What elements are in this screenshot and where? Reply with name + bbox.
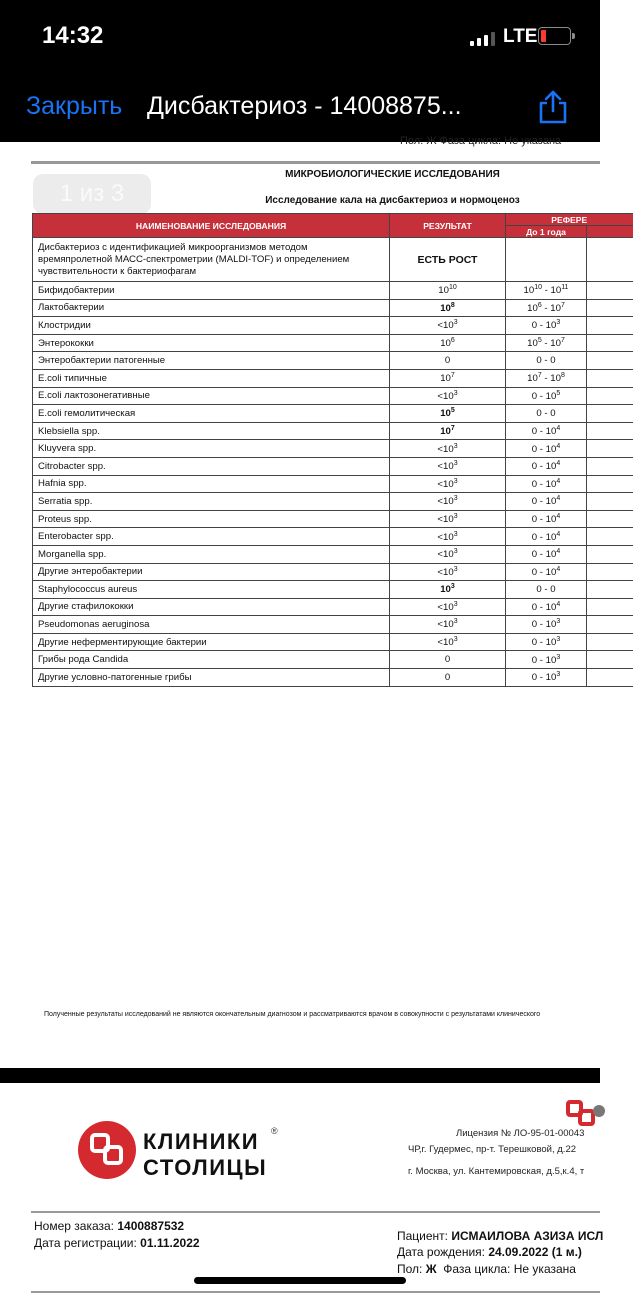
row-result: $10^7$	[390, 369, 506, 387]
page-gap	[0, 1068, 600, 1083]
row-reference: $0 - 10^3$	[506, 616, 587, 634]
birth-date: Дата рождения: 24.09.2022 (1 м.)	[397, 1245, 582, 1259]
row-reference: $0 - 10^4$	[506, 422, 587, 440]
table-row	[33, 616, 633, 634]
page-indicator: 1 из 3	[33, 174, 151, 214]
row-reference: $0 - 10^4$	[506, 598, 587, 616]
logo-icon-small	[566, 1099, 600, 1127]
column-header-ref-extra	[587, 226, 633, 238]
row-reference: $0 - 10^4$	[506, 563, 587, 581]
table-row	[33, 422, 633, 440]
section-title: МИКРОБИОЛОГИЧЕСКИЕ ИССЛЕДОВАНИЯ	[285, 169, 500, 180]
row-name: Другие условно-патогенные грибы	[33, 669, 390, 687]
network-type: LTE	[503, 26, 538, 47]
home-indicator[interactable]	[194, 1277, 406, 1284]
order-number: Номер заказа: 1400887532	[34, 1219, 185, 1233]
clinic-logo-icon	[78, 1121, 136, 1179]
table-row	[33, 334, 633, 352]
row-result: $<10^3$	[390, 493, 506, 511]
row-result: $10^3$	[390, 581, 506, 599]
row-reference: $0 - 10^3$	[506, 317, 587, 335]
column-header-result: РЕЗУЛЬТАТ	[390, 214, 506, 238]
row-reference: $10^7 - 10^8$	[506, 369, 587, 387]
table-row	[33, 581, 633, 599]
row-name: Staphylococcus aureus	[33, 581, 390, 599]
row-result: ЕСТЬ РОСТ	[390, 238, 506, 282]
table-row	[33, 493, 633, 511]
column-header-ref-age: До 1 года	[506, 226, 587, 238]
row-result: $<10^3$	[390, 457, 506, 475]
row-name: Другие стафилококки	[33, 598, 390, 616]
table-row	[33, 475, 633, 493]
row-name: Morganella spp.	[33, 545, 390, 563]
divider	[31, 1291, 600, 1293]
row-name: Kluyvera spp.	[33, 440, 390, 458]
results-table	[32, 213, 633, 687]
row-reference: $0 - 10^4$	[506, 493, 587, 511]
row-result: $<10^3$	[390, 563, 506, 581]
row-name: E.coli типичные	[33, 369, 390, 387]
row-name: E.coli лактозонегативные	[33, 387, 390, 405]
nav-bar	[0, 72, 600, 142]
row-result: 0	[390, 352, 506, 370]
row-result: $10^5$	[390, 405, 506, 423]
table-row	[33, 440, 633, 458]
table-row	[33, 405, 633, 423]
row-reference: $0 - 10^4$	[506, 545, 587, 563]
row-name: Лактобактерии	[33, 299, 390, 317]
row-reference: $0 - 10^3$	[506, 633, 587, 651]
row-reference: $0 - 10^5$	[506, 387, 587, 405]
row-name: E.coli гемолитическая	[33, 405, 390, 423]
table-row	[33, 299, 633, 317]
brand-name-line2: СТОЛИЦЫ	[143, 1155, 268, 1180]
row-name: Enterobacter spp.	[33, 528, 390, 546]
table-row	[33, 510, 633, 528]
row-reference: $0 - 10^4$	[506, 475, 587, 493]
license-text: Лицензия № ЛО-95-01-00043	[456, 1128, 585, 1139]
table-row	[33, 545, 633, 563]
row-name: Proteus spp.	[33, 510, 390, 528]
row-result: $<10^3$	[390, 317, 506, 335]
row-result: $<10^3$	[390, 528, 506, 546]
row-result: $10^8$	[390, 299, 506, 317]
table-row	[33, 528, 633, 546]
row-name: Грибы рода Candida	[33, 651, 390, 669]
registered-mark: ®	[271, 1126, 278, 1136]
clock: 14:32	[42, 22, 104, 49]
document-title: Дисбактериоз - 14008875...	[147, 92, 462, 120]
document-page[interactable]	[0, 135, 600, 1068]
row-result: $10^6$	[390, 334, 506, 352]
row-reference: $0 - 10^3$	[506, 651, 587, 669]
disclaimer: Полученные результаты исследований не являются окончательным диагнозом и рассматриваются врачом в совокупности с результатами клинического	[44, 1011, 541, 1018]
table-row	[33, 457, 633, 475]
row-reference: $10^6 - 10^7$	[506, 299, 587, 317]
address-line-2: г. Москва, ул. Кантемировская, д.5,к.4, т	[408, 1166, 585, 1177]
row-result: 0	[390, 669, 506, 687]
row-reference: 0 - 0	[506, 352, 587, 370]
row-name: Pseudomonas aeruginosa	[33, 616, 390, 634]
row-result: 0	[390, 651, 506, 669]
row-result: $<10^3$	[390, 616, 506, 634]
row-reference: 0 - 0	[506, 581, 587, 599]
row-result: $<10^3$	[390, 475, 506, 493]
row-name: Hafnia spp.	[33, 475, 390, 493]
row-result: $<10^3$	[390, 633, 506, 651]
battery-icon	[538, 27, 571, 45]
table-row	[33, 563, 633, 581]
row-result: $<10^3$	[390, 510, 506, 528]
table-row	[33, 317, 633, 335]
table-row	[33, 651, 633, 669]
row-result: $<10^3$	[390, 545, 506, 563]
divider	[31, 161, 600, 164]
row-name: Энтеробактерии патогенные	[33, 352, 390, 370]
row-reference: $0 - 10^4$	[506, 510, 587, 528]
row-name: Дисбактериоз с идентификацией микроорганизмов методом времяпролетной МАСС-спектрометрии (MALDI-TOF) и определением чувствительности к бактериофагам	[33, 238, 390, 282]
row-name: Другие энтеробактерии	[33, 563, 390, 581]
row-result: $10^7$	[390, 422, 506, 440]
patient-sex-cycle: Пол: Ж Фаза цикла: Не указана	[397, 1262, 576, 1276]
row-result: $<10^3$	[390, 598, 506, 616]
row-reference: $0 - 10^4$	[506, 457, 587, 475]
row-name: Клостридии	[33, 317, 390, 335]
column-header-name: НАИМЕНОВАНИЕ ИССЛЕДОВАНИЯ	[33, 214, 390, 238]
table-row	[33, 369, 633, 387]
row-name: Klebsiella spp.	[33, 422, 390, 440]
table-row	[33, 387, 633, 405]
row-result: $10^{10}$	[390, 282, 506, 300]
share-icon[interactable]	[536, 89, 570, 125]
close-button[interactable]: Закрыть	[26, 92, 123, 120]
header-cut-line: Пол: Ж Фаза цикла: Не указана	[400, 135, 562, 147]
table-row	[33, 282, 633, 300]
registration-date: Дата регистрации: 01.11.2022	[34, 1236, 200, 1250]
row-name: Другие неферментирующие бактерии	[33, 633, 390, 651]
patient-name: Пациент: ИСМАИЛОВА АЗИЗА ИСЛ	[397, 1229, 604, 1243]
row-name: Бифидобактерии	[33, 282, 390, 300]
row-result: $<10^3$	[390, 440, 506, 458]
table-row	[33, 633, 633, 651]
row-name: Serratia spp.	[33, 493, 390, 511]
row-name: Citrobacter spp.	[33, 457, 390, 475]
row-reference: $10^{10} - 10^{11}$	[506, 282, 587, 300]
row-name: Энтерококки	[33, 334, 390, 352]
next-page-header	[0, 1083, 604, 1298]
row-reference: $0 - 10^4$	[506, 440, 587, 458]
table-row	[33, 352, 633, 370]
address-line-1: ЧР,г. Гудермес, пр-т. Терешковой, д.22	[408, 1144, 577, 1155]
divider	[31, 1211, 600, 1213]
column-header-reference: РЕФЕРЕ	[506, 214, 633, 226]
status-bar	[0, 0, 600, 72]
row-result: $<10^3$	[390, 387, 506, 405]
row-reference: $10^5 - 10^7$	[506, 334, 587, 352]
signal-strength-icon	[470, 32, 496, 46]
table-row	[33, 598, 633, 616]
section-subtitle: Исследование кала на дисбактериоз и нормоценоз	[265, 195, 520, 206]
brand-name-line1: КЛИНИКИ	[143, 1129, 260, 1154]
row-reference: 0 - 0	[506, 405, 587, 423]
row-reference: $0 - 10^3$	[506, 669, 587, 687]
table-row	[33, 238, 633, 282]
table-row	[33, 669, 633, 687]
row-reference: $0 - 10^4$	[506, 528, 587, 546]
